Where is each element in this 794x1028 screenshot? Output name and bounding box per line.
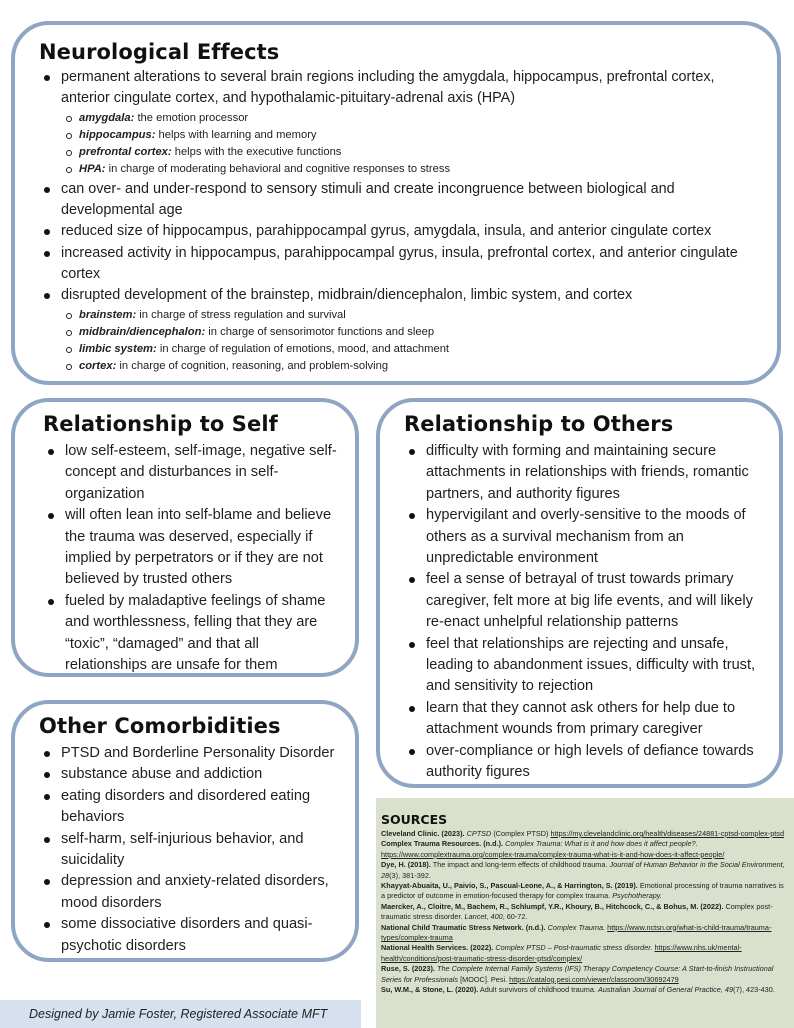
list-item: eating disorders and disordered eating behaviors xyxy=(61,786,341,829)
sub-list xyxy=(61,307,755,376)
sources-title: SOURCES xyxy=(381,812,448,827)
list-item: some dissociative disorders and quasi-psychotic disorders xyxy=(61,914,341,957)
bullet-list xyxy=(39,743,341,957)
card-title: Neurological Effects xyxy=(39,40,280,64)
list-item: feel a sense of betrayal of trust towards primary caregiver, felt more at big life events, and will likely re-enact unhelpful relationship patterns xyxy=(426,569,765,633)
reference: Maercker, A., Cloitre, M., Bachem, R., Schlumpf, Y.R., Khoury, B., Hitchcock, C., & Bohus, M. (2022). Complex post-traumatic stress disorder. Lancet, 400, 60-72. xyxy=(381,901,773,922)
card-title: Other Comorbidities xyxy=(39,714,281,738)
sub-item: cortex: in charge of cognition, reasoning, and problem-solving xyxy=(79,358,755,375)
list-item: can over- and under-respond to sensory stimuli and create incongruence between biological and developmental age xyxy=(61,179,755,222)
card-title: Relationship to Others xyxy=(404,412,674,436)
list-item: feel that relationships are rejecting and unsafe, leading to abandonment issues, difficulty with trust, and sensitivity to rejection xyxy=(426,634,765,698)
sub-item: hippocampus: helps with learning and memory xyxy=(79,127,755,144)
reference: Dye, H. (2018). The impact and long-term effects of childhood trauma. Journal of Human Behavior in the Social Environment, 28(3), 381-392. xyxy=(381,860,785,880)
list-item: low self-esteem, self-image, negative self-concept and disturbances in self-organization xyxy=(65,441,341,505)
reference: National Health Services. (2022). Complex PTSD – Post-traumatic stress disorder. https://www.nhs.uk/mental-health/conditions/post-traumatic-stress-disorder-ptsd/complex/ xyxy=(381,943,742,963)
reference: Cleveland Clinic. (2023). CPTSD (Complex PTSD) https://my.clevelandclinic.org/health/diseases/24881-cptsd-complex-ptsd xyxy=(381,829,784,838)
sub-item: HPA: in charge of moderating behavioral and cognitive responses to stress xyxy=(79,161,755,178)
sub-item: midbrain/diencephalon: in charge of sensorimotor functions and sleep xyxy=(79,324,755,341)
list-item: over-compliance or high levels of defiance towards authority figures xyxy=(426,741,765,784)
bullet-list xyxy=(39,67,755,376)
bullet-list xyxy=(43,441,341,676)
reference-link[interactable]: https://www.nctsn.org/what-is-child-trauma/trauma-types/complex-trauma xyxy=(381,922,772,943)
list-item: will often lean into self-blame and believe the trauma was deserved, especially if implied by perpetrators or if they are not believed by trusted others xyxy=(65,505,341,591)
bullet-list xyxy=(404,441,765,784)
list-item: depression and anxiety-related disorders, mood disorders xyxy=(61,871,341,914)
sub-item: limbic system: in charge of regulation of emotions, mood, and attachment xyxy=(79,341,755,358)
reference: National Child Traumatic Stress Network. (n.d.). Complex Trauma. https://www.nctsn.org/what-is-child-trauma/trauma-types/complex-trauma xyxy=(381,922,772,943)
sub-item: prefrontal cortex: helps with the executive functions xyxy=(79,144,755,161)
card-title: Relationship to Self xyxy=(43,412,278,436)
reference-link[interactable]: https://catalog.pesi.com/viewer/classroom/30692479 xyxy=(509,974,679,984)
sub-item: amygdala: the emotion processor xyxy=(79,110,755,127)
list-item: fueled by maladaptive feelings of shame and worthlessness, felling that they are “toxic”, “damaged” and that all relationships are unsafe for them xyxy=(65,591,341,677)
relationship-to-others-card xyxy=(376,398,783,788)
reference: Su, W.M., & Stone, L. (2020). Adult survivors of childhood trauma. Australian Journal of General Practice, 49(7), 423-430. xyxy=(381,985,775,995)
designer-credit: Designed by Jamie Foster, Registered Associate MFT xyxy=(0,1000,361,1028)
sub-item: brainstem: in charge of stress regulation and survival xyxy=(79,307,755,324)
list-item: substance abuse and addiction xyxy=(61,764,341,785)
sub-list xyxy=(61,110,755,179)
relationship-to-self-card xyxy=(11,398,359,677)
list-item: increased activity in hippocampus, parahippocampal gyrus, insula, prefrontal cortex, and anterior cingulate cortex xyxy=(61,243,755,286)
reference-link[interactable]: https://www.nhs.uk/mental-health/conditions/post-traumatic-stress-disorder-ptsd/complex/ xyxy=(381,943,742,963)
reference: Ruse, S. (2023). The Complete Internal Family Systems (IFS) Therapy Competency Course: A Start-to-finish Instructional Series for Professionals [MOOC]. Pesi. https://catalog.pesi.com/viewer/classroom/30692479 xyxy=(381,964,774,984)
neurological-effects-card xyxy=(11,21,781,385)
list-item: hypervigilant and overly-sensitive to the moods of others as a survival mechanism from an unpredictable environment xyxy=(426,505,765,569)
reference: Complex Trauma Resources. (n.d.). Complex Trauma: What is it and how does it affect people?. https://www.complextrauma.org/complex-trauma/complex-trauma-what-is-it-and-how-does-it-affect-people/ xyxy=(381,839,725,859)
other-comorbidities-card xyxy=(11,700,359,962)
reference-link[interactable]: https://www.complextrauma.org/complex-trauma/complex-trauma-what-is-it-and-how-does-it-affect-people/ xyxy=(381,849,725,859)
reference: Khayyat-Abuaita, U., Paivio, S., Pascual-Leone, A., & Harrington, S. (2019). Emotional processing of trauma narratives is a predictor of outcome in emotion-focused therapy for complex trauma. Psychotherapy. xyxy=(381,881,784,901)
list-item: self-harm, self-injurious behavior, and suicidality xyxy=(61,829,341,872)
list-item: difficulty with forming and maintaining secure attachments in relationships with friends, romantic partners, and authority figures xyxy=(426,441,765,505)
list-item: learn that they cannot ask others for help due to attachment wounds from primary caregiver xyxy=(426,698,765,741)
sources-panel xyxy=(376,798,794,1028)
list-item: PTSD and Borderline Personality Disorder xyxy=(61,743,341,764)
list-item: reduced size of hippocampus, parahippocampal gyrus, amygdala, insula, and anterior cingulate cortex xyxy=(61,221,755,242)
list-item: disrupted development of the brainstep, midbrain/diencephalon, limbic system, and cortex brainstem: in charge of stress regulation and survival midbrain/diencephalon: in charge of sensorimotor functions and sleep limbic system: in charge of regulation of emotions, mood, and attachment cortex: in charge of cognition, reasoning, and problem-solving xyxy=(61,285,755,375)
list-item: permanent alterations to several brain regions including the amygdala, hippocampus, prefrontal cortex, anterior cingulate cortex, and hypothalamic-pituitary-adrenal axis (HPA) amygdala: the emotion processor hippocampus: helps with learning and memory prefrontal cortex: helps with the executive functions HPA: in charge of moderating behavioral and cognitive responses to stress xyxy=(61,67,755,179)
reference-link[interactable]: https://my.clevelandclinic.org/health/diseases/24881-cptsd-complex-ptsd xyxy=(550,829,784,838)
